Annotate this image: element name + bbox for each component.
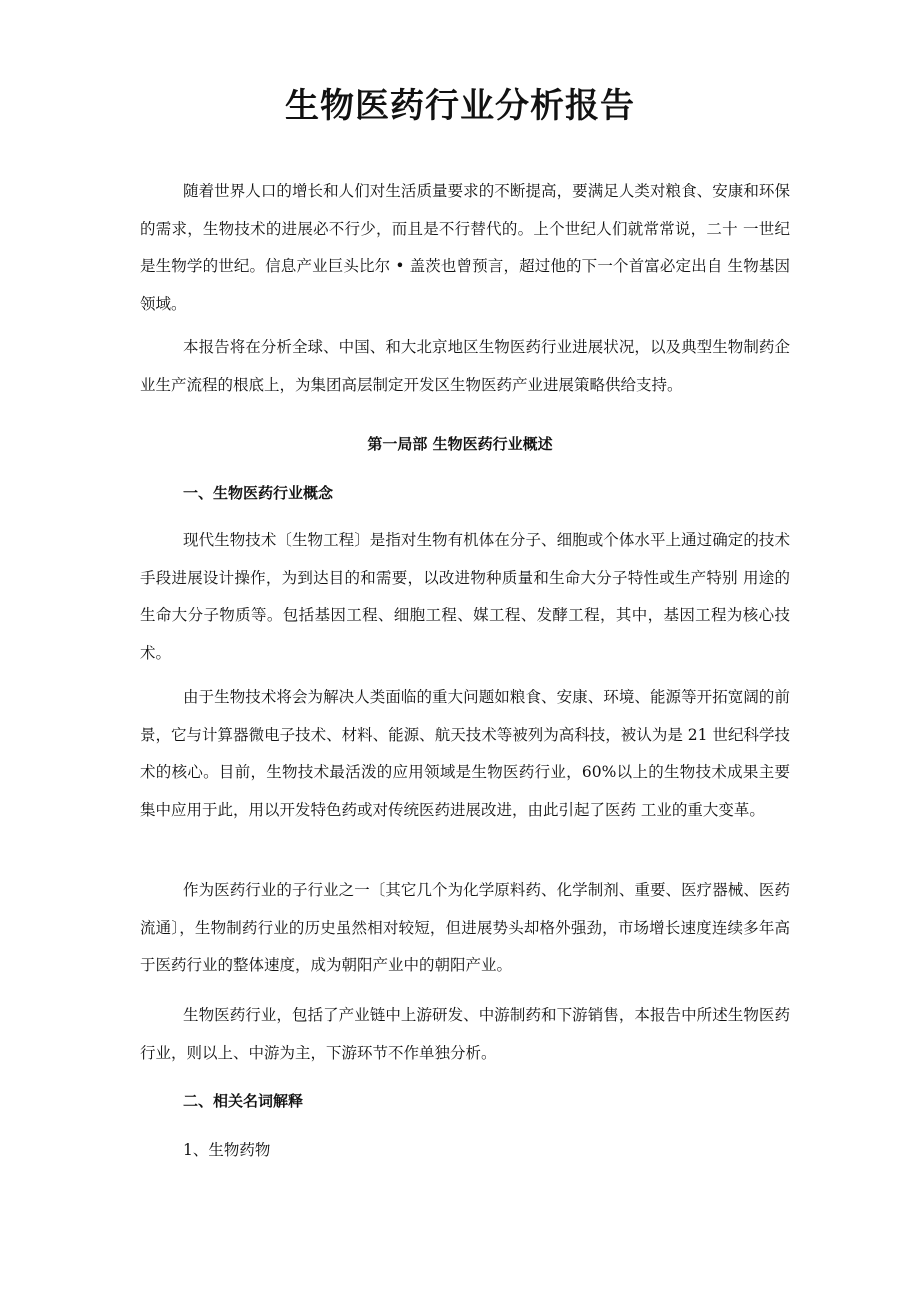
intro-paragraph-2: 本报告将在分析全球、中国、和大北京地区生物医药行业进展状况，以及典型生物制药企业生产流程的根底上，为集团高层制定开发区生物医药产业进展策略供给支持。 — [140, 338, 790, 394]
concept-paragraph-3: 作为医药行业的子行业之一〔其它几个为化学原料药、化学制剂、重要、医疗器械、医药流通〕，生物制药行业的历史虽然相对较短，但进展势头却格外强劲，市场增长速度连续多年高于医药行业的整体速度，成为朝阳产业中的朝阳产业。 — [140, 881, 790, 974]
concept-paragraph-1: 现代生物技术〔生物工程〕是指对生物有机体在分子、细胞或个体水平上通过确定的技术手段进展设计操作，为到达目的和需要，以改进物种质量和生命大分子特性或生产特别 用途的生命大分子物质等。包括基因工程、细胞工程、媒工程、发酵工程，其中，基因工程为核心技术。 — [140, 531, 790, 662]
concept-paragraph-4: 生物医药行业，包括了产业链中上游研发、中游制药和下游销售，本报告中所述生物医药行业，则以上、中游为主，下游环节不作单独分析。 — [140, 1006, 790, 1062]
concept-paragraph-2: 由于生物技术将会为解决人类面临的重大问题如粮食、安康、环境、能源等开拓宽阔的前景，它与计算器微电子技术、材料、能源、航天技术等被列为高科技，被认为是 21 世纪科学技术的核心。目前，生物技术最活泼的应用领域是生物医药行业，60%以上的生物技术成果主要集中应用于此，用以开发特色药或对传统医药进展改进，由此引起了医药 工业的重大变革。 — [140, 688, 790, 819]
section-heading-concept: 一、生物医药行业概念 — [183, 484, 334, 502]
section-heading-terms: 二、相关名词解释 — [183, 1092, 304, 1110]
term-item-1: 1、生物药物 — [183, 1141, 271, 1159]
chapter-title: 第一局部 生物医药行业概述 — [367, 435, 553, 453]
document-title: 生物医药行业分析报告 — [285, 86, 635, 126]
intro-paragraph-1: 随着世界人口的增长和人们对生活质量要求的不断提高，要满足人类对粮食、安康和环保的需求，生物技术的进展必不行少，而且是不行替代的。上个世纪人们就常常说，二十 一世纪是生物学的世纪。信息产业巨头比尔 • 盖茨也曾预言，超过他的下一个首富必定出自 生物基因领域。 — [140, 182, 790, 313]
